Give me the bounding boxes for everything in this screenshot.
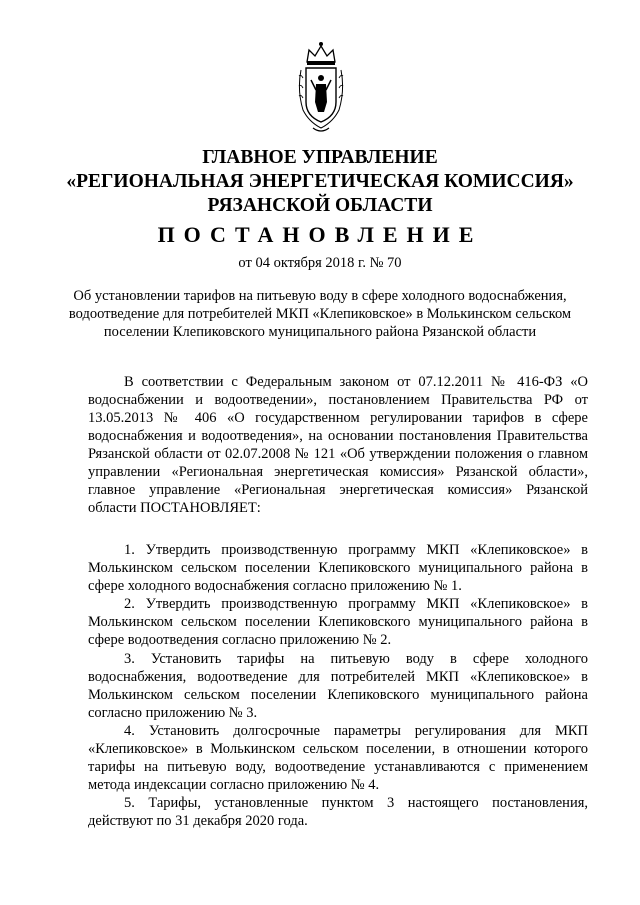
ryazan-coat-of-arms-icon <box>297 40 345 134</box>
preamble <box>88 373 588 517</box>
issuer-line-3: РЯЗАНСКОЙ ОБЛАСТИ <box>207 195 433 216</box>
decree-item: 2. Утвердить производственную программу МКП «Клепиковское» в Молькинском сельском поселении Клепиковского муниципального района в сфере водоотведения согласно приложению № 2. <box>88 596 588 649</box>
decree-item: 1. Утвердить производственную программу МКП «Клепиковское» в Молькинском сельском поселении Клепиковского муниципального района в сфере холодного водоснабжения согласно приложению № 1. <box>88 542 588 595</box>
decree-item: 3. Установить тарифы на питьевую воду в сфере холодного водоснабжения, водоотведение для потребителей МКП «Клепиковское» в Молькинском сельском поселении Клепиковского муниципального района согласно приложению № 3. <box>88 650 588 721</box>
decree-title: ПОСТАНОВЛЕНИЕ <box>157 222 483 247</box>
issuer-line-2: «РЕГИОНАЛЬНАЯ ЭНЕРГЕТИЧЕСКАЯ КОМИССИЯ» <box>66 171 574 192</box>
issuer-line-1: ГЛАВНОЕ УПРАВЛЕНИЕ <box>202 147 438 168</box>
issuer-header <box>0 146 640 218</box>
decree-item: 5. Тарифы, установленные пунктом 3 настоящего постановления, действуют по 31 декабря 2020 года. <box>88 795 588 830</box>
decree-date-number: от 04 октября 2018 г. № 70 <box>238 255 402 271</box>
preamble-text: В соответствии с Федеральным законом от 07.12.2011 № 416-ФЗ «О водоснабжении и водоотведении», постановлением Правительства РФ от 13.05.2013 № 406 «О государственном регулировании тарифов в сфере водоснабжения и водоотведения», на основании постановления Правительства Рязанской области от 02.07.2008 № 121 «Об утверждении положения о главном управлении «Региональная энергетическая комиссия» Рязанской области», главное управление «Региональная энергетическая комиссия» Рязанской области ПОСТАНОВЛЯЕТ: <box>88 374 588 516</box>
decree-subject: Об установлении тарифов на питьевую воду в сфере холодного водоснабжения, водоотведение для потребителей МКП «Клепиковское» в Молькинском сельском поселении Клепиковского муниципального района Рязанской области <box>68 288 572 340</box>
decree-items <box>88 541 588 831</box>
decree-item: 4. Установить долгосрочные параметры регулирования для МКП «Клепиковское» в Молькинском сельском поселении, в отношении которого тарифы на питьевую воду, водоотведение устанавливаются с применением метода индексации согласно приложению № 4. <box>88 722 588 794</box>
